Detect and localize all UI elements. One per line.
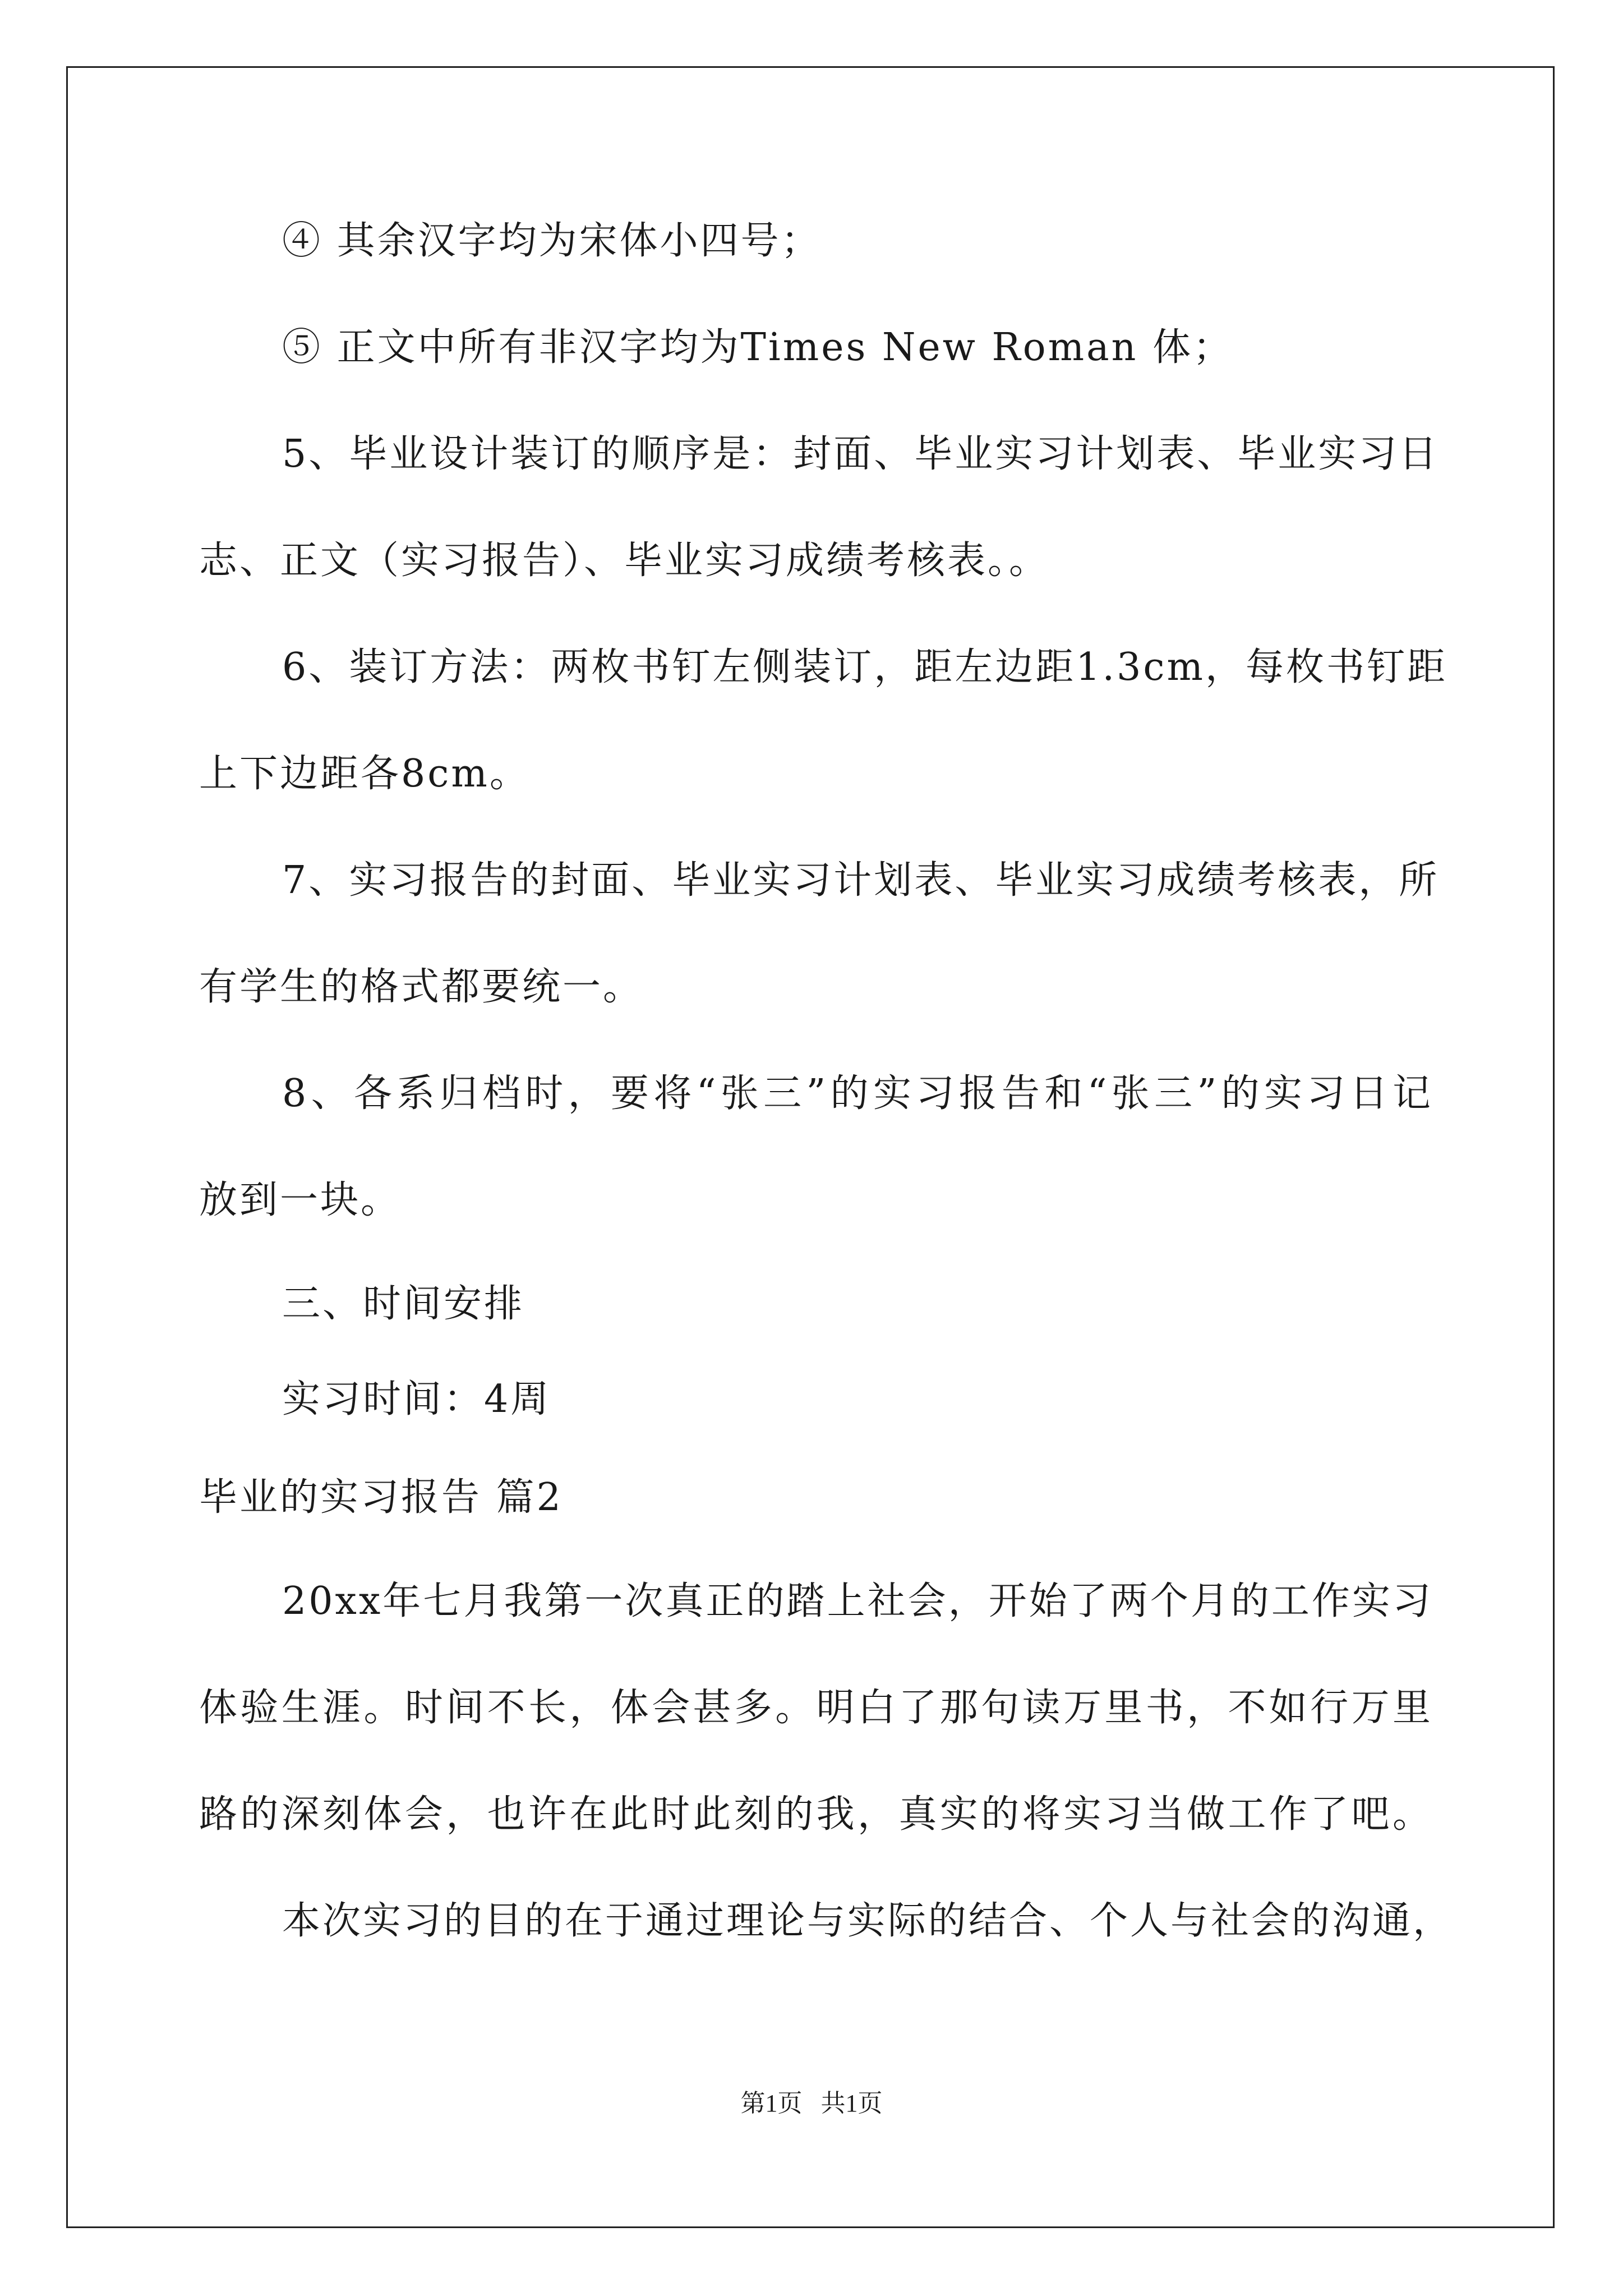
paragraph-line: 7、实习报告的封面、毕业实习计划表、毕业实习成绩考核表，所	[282, 858, 1440, 903]
document-heading: 毕业的实习报告 篇2	[199, 1475, 563, 1520]
paragraph-line: 志、正文（实习报告）、毕业实习成绩考核表。。	[199, 539, 1050, 583]
paragraph-line: 体验生涯。时间不长，体会甚多。明白了那句读万里书，不如行万里	[199, 1686, 1433, 1730]
paragraph-line: 20xx年七月我第一次真正的踏上社会，开始了两个月的工作实习	[282, 1579, 1433, 1623]
paragraph-line: 路的深刻体会，也许在此时此刻的我，真实的将实习当做工作了吧。	[199, 1792, 1433, 1837]
paragraph-line: 上下边距各8cm。	[199, 752, 530, 796]
paragraph-line: 放到一块。	[199, 1178, 402, 1222]
paragraph-line: 本次实习的目的在于通过理论与实际的结合、个人与社会的沟通，	[282, 1899, 1454, 1943]
paragraph-line: 有学生的格式都要统一。	[199, 965, 644, 1009]
section-heading: 三、时间安排	[282, 1282, 525, 1326]
paragraph-line: ④ 其余汉字均为宋体小四号；	[282, 219, 822, 263]
paragraph-line: 5、毕业设计装订的顺序是：封面、毕业实习计划表、毕业实习日	[282, 432, 1440, 476]
paragraph-line: ⑤ 正文中所有非汉字均为Times New Roman 体；	[282, 325, 1234, 370]
paragraph-line: 6、装订方法：两枚书钉左侧装订，距左边距1.3cm，每枚书钉距	[282, 645, 1447, 689]
paragraph-line: 实习时间：4周	[282, 1377, 551, 1421]
paragraph-line: 8、各系归档时，要将“张三”的实习报告和“张三”的实习日记	[282, 1071, 1433, 1116]
page-number-footer: 第1页 共1页	[740, 2090, 883, 2117]
